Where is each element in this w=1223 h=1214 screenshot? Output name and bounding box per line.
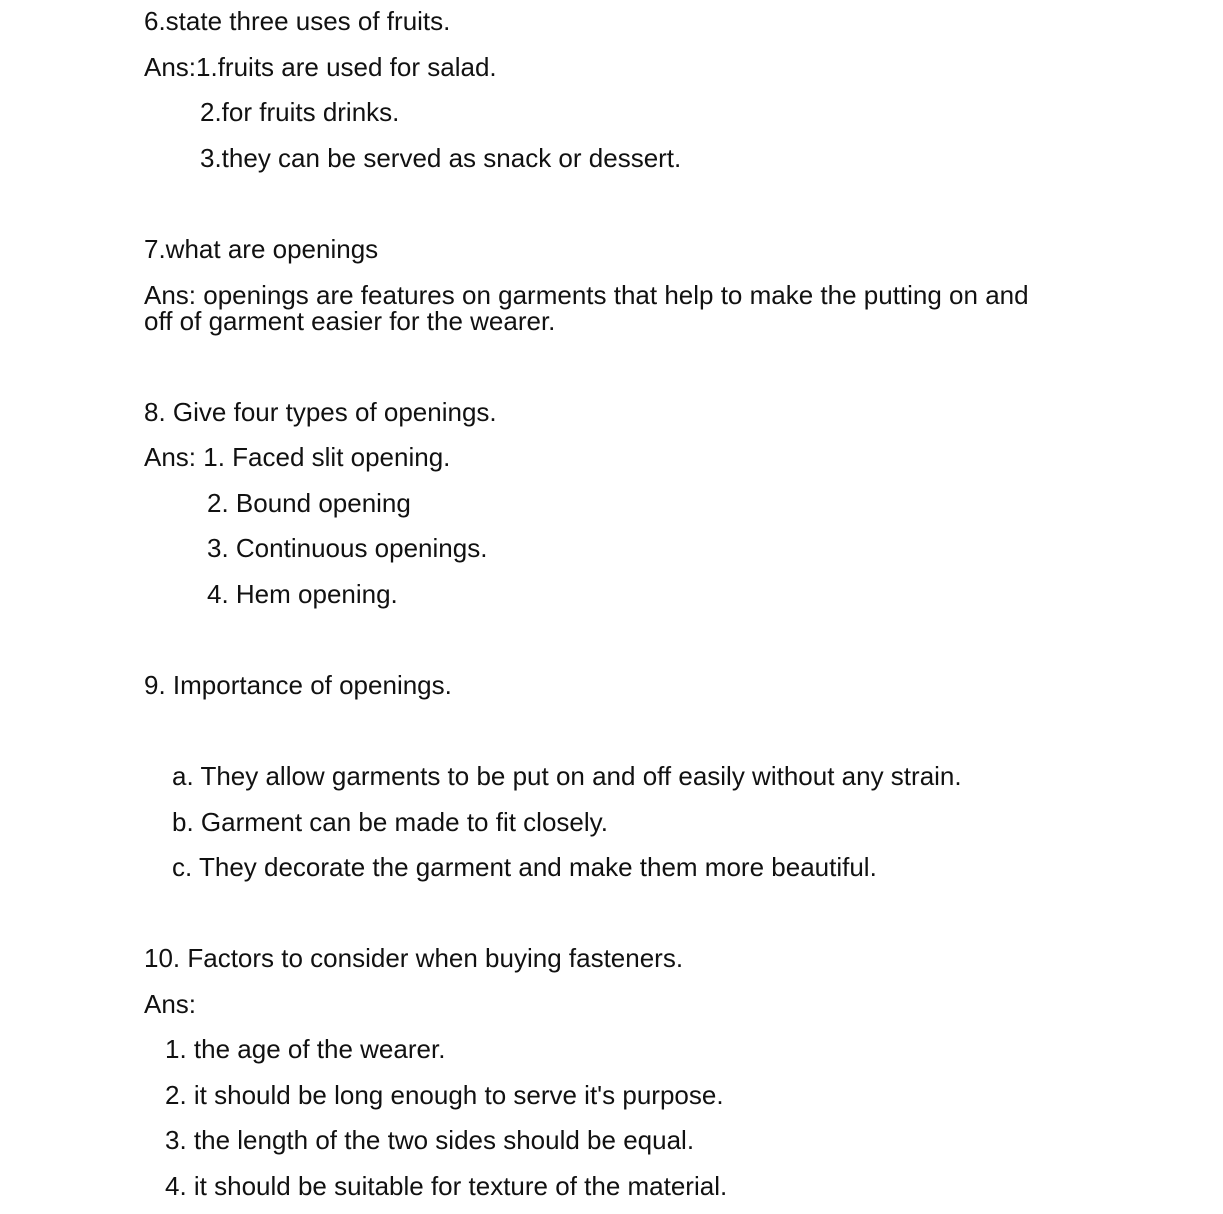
answer-7: Ans: openings are features on garments that help to make the putting on and off of garment easier for the wearer. <box>144 280 1029 336</box>
answer-9-item-a: a. They allow garments to be put on and off easily without any strain. <box>172 761 962 791</box>
answer-10-item-3: 3. the length of the two sides should be equal. <box>165 1125 695 1155</box>
question-8: 8. Give four types of openings. <box>144 397 497 427</box>
question-9: 9. Importance of openings. <box>144 670 452 700</box>
answer-8-line-3: 3. Continuous openings. <box>207 533 488 563</box>
question-7: 7.what are openings <box>144 234 379 264</box>
answer-10-item-4: 4. it should be suitable for texture of the material. <box>165 1171 728 1201</box>
answer-10-label: Ans: <box>144 989 197 1019</box>
answer-6-line-2: 2.for fruits drinks. <box>200 97 400 127</box>
answer-9-item-c: c. They decorate the garment and make them more beautiful. <box>172 852 877 882</box>
answer-10-item-1: 1. the age of the wearer. <box>165 1034 446 1064</box>
question-10: 10. Factors to consider when buying fasteners. <box>144 943 684 973</box>
question-6: 6.state three uses of fruits. <box>144 6 451 36</box>
answer-6-line-1: Ans:1.fruits are used for salad. <box>144 52 497 82</box>
answer-8-line-2: 2. Bound opening <box>207 488 411 518</box>
answer-6-line-3: 3.they can be served as snack or dessert. <box>200 143 682 173</box>
answer-8-line-1: Ans: 1. Faced slit opening. <box>144 442 451 472</box>
answer-9-item-b: b. Garment can be made to fit closely. <box>172 807 608 837</box>
answer-10-item-2: 2. it should be long enough to serve it's purpose. <box>165 1080 724 1110</box>
answer-8-line-4: 4. Hem opening. <box>207 579 398 609</box>
